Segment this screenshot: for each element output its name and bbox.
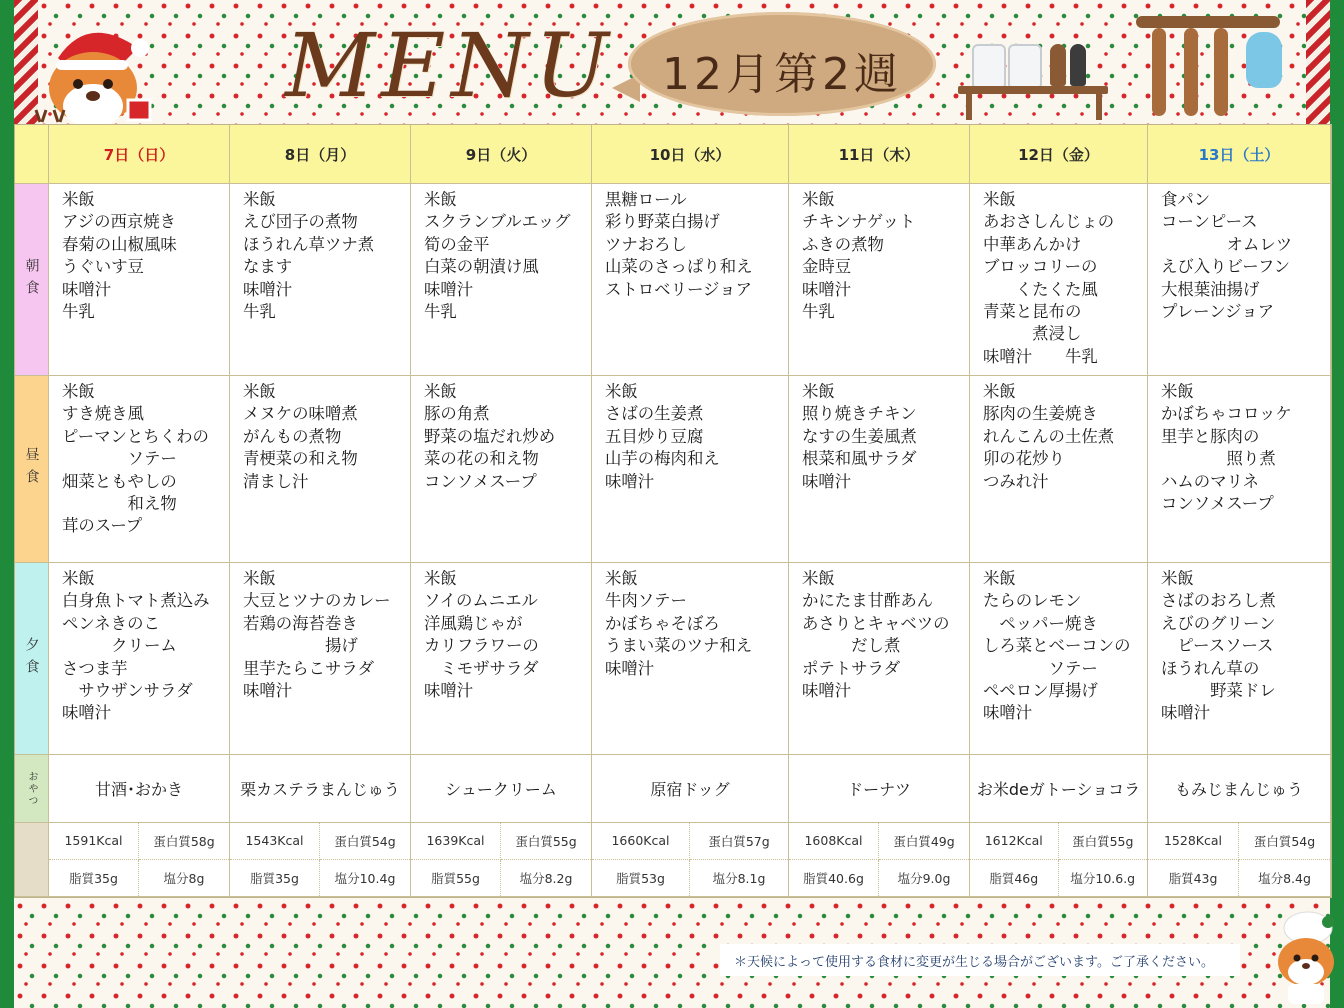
kcal-value: 1608Kcal bbox=[789, 823, 879, 860]
menu-item: ブロッコリーの bbox=[983, 257, 1098, 277]
menu-item: 煮浸し bbox=[983, 324, 1082, 344]
breakfast-cell bbox=[49, 184, 230, 376]
menu-item: ミモザサラダ bbox=[424, 658, 539, 678]
kcal-value: 1612Kcal bbox=[970, 823, 1059, 860]
menu-item: 青菜と昆布の bbox=[983, 302, 1082, 322]
menu-item: つみれ汁 bbox=[983, 471, 1049, 491]
kcal-value: 1591Kcal bbox=[49, 823, 139, 860]
menu-item: 味噌汁 bbox=[243, 279, 293, 299]
dinner-cell bbox=[592, 563, 789, 755]
day-header: 13日（土） bbox=[1148, 125, 1331, 184]
menu-item: がんもの煮物 bbox=[243, 426, 342, 446]
menu-item: 米飯 bbox=[424, 382, 457, 401]
breakfast-cell bbox=[789, 184, 970, 376]
salt-value: 塩分10.4g bbox=[334, 870, 396, 886]
menu-item: 米飯 bbox=[424, 569, 457, 588]
jar-icon bbox=[1008, 44, 1042, 90]
menu-item: 味噌汁 bbox=[424, 279, 474, 299]
menu-item: 米飯 bbox=[243, 382, 276, 401]
menu-item: 米飯 bbox=[243, 569, 276, 588]
week-label: 12月第2週 bbox=[662, 49, 902, 100]
nutrition-cell bbox=[49, 823, 230, 897]
nutrition-cell bbox=[230, 823, 411, 897]
menu-item: なます bbox=[243, 257, 293, 277]
menu-item: 味噌汁 bbox=[605, 471, 655, 491]
menu-item: 黒糖ロール bbox=[605, 190, 687, 209]
menu-item: 米飯 bbox=[243, 190, 276, 209]
menu-item: 五目炒り豆腐 bbox=[605, 426, 704, 446]
menu-item: 卯の花炒り bbox=[983, 449, 1065, 469]
protein-value: 蛋白質58g bbox=[139, 823, 229, 860]
breakfast-cell bbox=[230, 184, 411, 376]
menu-item: さばのおろし煮 bbox=[1161, 591, 1276, 611]
menu-item: 味噌汁 bbox=[424, 681, 474, 701]
lunch-cell bbox=[1148, 376, 1331, 563]
menu-item: ソテー bbox=[62, 449, 177, 469]
dinner-label: 夕食 bbox=[15, 563, 49, 755]
dinner-cell bbox=[1148, 563, 1331, 755]
menu-item: 牛乳 bbox=[243, 302, 276, 322]
breakfast-cell bbox=[970, 184, 1148, 376]
menu-item: 味噌汁 bbox=[62, 703, 112, 723]
table-corner bbox=[15, 125, 49, 184]
menu-item: 青梗菜の和え物 bbox=[243, 449, 358, 469]
menu-item: 茸のスープ bbox=[62, 516, 143, 536]
menu-item: さつま芋 bbox=[62, 658, 128, 678]
menu-item: ペンネきのこ bbox=[62, 613, 160, 633]
snack-cell: お米deガトーショコラ bbox=[970, 755, 1148, 823]
lunch-cell bbox=[592, 376, 789, 563]
lunch-cell bbox=[789, 376, 970, 563]
menu-item: れんこんの土佐煮 bbox=[983, 426, 1115, 446]
menu-item: ソテー bbox=[983, 658, 1098, 678]
menu-item: 山芋の梅肉和え bbox=[605, 449, 720, 469]
menu-item: 米飯 bbox=[802, 190, 835, 209]
menu-item: 大根葉油揚げ bbox=[1161, 279, 1260, 299]
menu-item: 牛乳 bbox=[62, 302, 95, 322]
salt-value: 塩分8g bbox=[163, 870, 205, 886]
menu-item: ソイのムニエル bbox=[424, 591, 538, 611]
dinner-cell bbox=[970, 563, 1148, 755]
menu-item: なすの生姜風煮 bbox=[802, 426, 917, 446]
day-header: 8日（月） bbox=[230, 125, 411, 184]
kcal-value: 1543Kcal bbox=[230, 823, 320, 860]
menu-item: 里芋と豚肉の bbox=[1161, 426, 1260, 446]
menu-item: 洋風鶏じゃが bbox=[424, 613, 523, 633]
nutrition-cell bbox=[789, 823, 970, 897]
menu-item: 春菊の山椒風味 bbox=[62, 234, 177, 254]
dinner-cell bbox=[411, 563, 592, 755]
protein-value: 蛋白質54g bbox=[320, 823, 410, 860]
menu-item: さばの生姜煮 bbox=[605, 404, 704, 424]
spice-shelf-icon bbox=[972, 44, 1006, 90]
day-header: 10日（水） bbox=[592, 125, 789, 184]
breakfast-cell bbox=[1148, 184, 1331, 376]
menu-item: 里芋たらこサラダ bbox=[243, 658, 374, 678]
dinner-cell bbox=[49, 563, 230, 755]
menu-item: 筍の金平 bbox=[424, 234, 490, 254]
snack-cell: 原宿ドッグ bbox=[592, 755, 789, 823]
menu-item: 照り焼きチキン bbox=[802, 404, 917, 424]
snack-cell: 甘酒･おかき bbox=[49, 755, 230, 823]
nutrition-cell bbox=[1148, 823, 1331, 897]
menu-item: 米飯 bbox=[62, 382, 95, 401]
menu-item: ツナおろし bbox=[605, 234, 687, 254]
fat-value: 脂質40.6g bbox=[789, 860, 879, 897]
menu-item: 味噌汁 bbox=[802, 279, 852, 299]
kcal-value: 1528Kcal bbox=[1148, 823, 1239, 860]
menu-item: えび団子の煮物 bbox=[243, 212, 358, 232]
menu-item: 野菜の塩だれ炒め bbox=[424, 426, 556, 446]
menu-title: MENU bbox=[285, 14, 615, 117]
menu-item: 食パン bbox=[1161, 190, 1211, 209]
menu-item: ほうれん草ツナ煮 bbox=[243, 234, 375, 254]
breakfast-cell bbox=[411, 184, 592, 376]
menu-item: 米飯 bbox=[605, 569, 638, 588]
fat-value: 脂質53g bbox=[592, 860, 690, 897]
menu-item: 味噌汁 牛乳 bbox=[983, 346, 1098, 366]
fat-value: 脂質55g bbox=[411, 860, 501, 897]
menu-item: 米飯 bbox=[983, 190, 1016, 209]
dinner-cell bbox=[230, 563, 411, 755]
lunch-cell bbox=[411, 376, 592, 563]
menu-item: カリフラワーの bbox=[424, 636, 539, 656]
kitchen-utensil-rack-icon bbox=[1136, 16, 1280, 28]
nutrition-cell bbox=[970, 823, 1148, 897]
shelf bbox=[958, 86, 1108, 94]
chef-raccoon-mascot-icon bbox=[1270, 906, 1340, 1006]
lunch-label: 昼食 bbox=[15, 376, 49, 563]
day-header: 7日（日） bbox=[49, 125, 230, 184]
menu-item: 米飯 bbox=[605, 382, 638, 401]
menu-item: 味噌汁 bbox=[802, 681, 852, 701]
dinner-cell bbox=[789, 563, 970, 755]
salt-value: 塩分10.6.g bbox=[1070, 870, 1136, 886]
snack-cell: もみじまんじゅう bbox=[1148, 755, 1331, 823]
menu-item: えびのグリーン bbox=[1161, 613, 1276, 633]
menu-item: 中華あんかけ bbox=[983, 234, 1082, 254]
menu-item: 白菜の朝漬け風 bbox=[424, 257, 539, 277]
menu-item: ペッパー焼き bbox=[983, 613, 1098, 633]
menu-item: かにたま甘酢あん bbox=[802, 591, 934, 611]
protein-value: 蛋白質55g bbox=[1059, 823, 1148, 860]
menu-item: 米飯 bbox=[62, 569, 95, 588]
fat-value: 脂質35g bbox=[230, 860, 320, 897]
menu-item: コンソメスープ bbox=[424, 471, 537, 491]
menu-item: 畑菜ともやしの bbox=[62, 471, 177, 491]
menu-item: 牛肉ソテー bbox=[605, 591, 687, 611]
menu-item: 米飯 bbox=[1161, 382, 1194, 401]
menu-item: 若鶏の海苔巻き bbox=[243, 613, 358, 633]
menu-item: ハムのマリネ bbox=[1161, 471, 1260, 491]
menu-item: うまい菜のツナ和え bbox=[605, 636, 753, 656]
menu-item: あおさしんじょの bbox=[983, 212, 1115, 232]
menu-item: 米飯 bbox=[802, 569, 835, 588]
salt-value: 塩分8.1g bbox=[712, 870, 766, 886]
menu-item: 揚げ bbox=[243, 636, 358, 656]
oven-mitt-icon bbox=[1246, 32, 1282, 88]
menu-item: 清まし汁 bbox=[243, 471, 309, 491]
lunch-cell bbox=[49, 376, 230, 563]
menu-item: ふきの煮物 bbox=[802, 234, 884, 254]
menu-item: 米飯 bbox=[802, 382, 835, 401]
week-bubble bbox=[628, 12, 936, 116]
menu-item: プレーンジョア bbox=[1161, 302, 1275, 322]
menu-item: チキンナゲット bbox=[802, 212, 916, 232]
menu-item: あさりとキャベツの bbox=[802, 613, 950, 633]
snack-cell: 栗カステラまんじゅう bbox=[230, 755, 411, 823]
nutrition-cell bbox=[411, 823, 592, 897]
menu-item: 米飯 bbox=[1161, 569, 1194, 588]
snack-cell: ドーナツ bbox=[789, 755, 970, 823]
protein-value: 蛋白質55g bbox=[501, 823, 591, 860]
fork-icon bbox=[1214, 28, 1228, 116]
menu-item: 菜の花の和え物 bbox=[424, 449, 539, 469]
candy-stripe-right bbox=[1306, 0, 1330, 124]
menu-item: うぐいす豆 bbox=[62, 257, 144, 277]
breakfast-label: 朝食 bbox=[15, 184, 49, 376]
menu-item: 彩り野菜白揚げ bbox=[605, 212, 720, 232]
menu-item: しろ菜とベーコンの bbox=[983, 636, 1131, 656]
menu-item: ピーマンとちくわの bbox=[62, 426, 209, 446]
menu-item: メヌケの味噌煮 bbox=[243, 404, 358, 424]
nutrition-cell bbox=[592, 823, 789, 897]
kcal-value: 1660Kcal bbox=[592, 823, 690, 860]
menu-item: 牛乳 bbox=[424, 302, 457, 322]
salt-value: 塩分8.4g bbox=[1258, 870, 1311, 886]
menu-item: 山菜のさっぱり和え bbox=[605, 257, 753, 277]
menu-item: 米飯 bbox=[983, 382, 1016, 401]
menu-item: 豚肉の生姜焼き bbox=[983, 404, 1098, 424]
fat-value: 脂質43g bbox=[1148, 860, 1239, 897]
salt-value: 塩分8.2g bbox=[519, 870, 573, 886]
fat-value: 脂質46g bbox=[970, 860, 1059, 897]
footer-note: ＊天候によって使用する食材に変更が生じる場合がございます。ご了承ください。 bbox=[720, 944, 1240, 976]
menu-item: スクランブルエッグ bbox=[424, 212, 571, 232]
pepper-mill-icon bbox=[1050, 44, 1066, 86]
protein-value: 蛋白質54g bbox=[1239, 823, 1330, 860]
menu-item: コンソメスープ bbox=[1161, 494, 1274, 514]
menu-item: 和え物 bbox=[62, 494, 177, 514]
protein-value: 蛋白質49g bbox=[879, 823, 969, 860]
menu-item: 大豆とツナのカレー bbox=[243, 591, 391, 611]
menu-item: 金時豆 bbox=[802, 257, 852, 277]
menu-item: 白身魚トマト煮込み bbox=[62, 591, 210, 611]
day-header: 11日（木） bbox=[789, 125, 970, 184]
menu-item: サウザンサラダ bbox=[62, 681, 193, 701]
breakfast-cell bbox=[592, 184, 789, 376]
menu-item: 豚の角煮 bbox=[424, 404, 490, 424]
menu-item: ほうれん草の bbox=[1161, 658, 1260, 678]
menu-item: ストロベリージョア bbox=[605, 279, 752, 299]
menu-item: 米飯 bbox=[983, 569, 1016, 588]
menu-item: 味噌汁 bbox=[243, 681, 293, 701]
menu-item: すき焼き風 bbox=[62, 404, 144, 424]
menu-item: クリーム bbox=[62, 636, 177, 656]
shelf-leg bbox=[966, 94, 972, 120]
weekly-menu-table bbox=[14, 124, 1332, 898]
menu-item: だし煮 bbox=[802, 636, 901, 656]
menu-item: 味噌汁 bbox=[605, 658, 655, 678]
protein-value: 蛋白質57g bbox=[690, 823, 788, 860]
shelf-leg bbox=[1096, 94, 1102, 120]
menu-item: くたくた風 bbox=[983, 279, 1098, 299]
day-header: 9日（火） bbox=[411, 125, 592, 184]
menu-item: 牛乳 bbox=[802, 302, 835, 322]
menu-item: 根菜和風サラダ bbox=[802, 449, 917, 469]
menu-item: 米飯 bbox=[424, 190, 457, 209]
menu-item: えび入りビーフン bbox=[1161, 257, 1290, 277]
snack-cell: シュークリーム bbox=[411, 755, 592, 823]
fat-value: 脂質35g bbox=[49, 860, 139, 897]
menu-item: 味噌汁 bbox=[802, 471, 852, 491]
menu-item: オムレツ bbox=[1161, 234, 1293, 254]
menu-item: ピースソース bbox=[1161, 636, 1274, 656]
menu-item: たらのレモン bbox=[983, 591, 1082, 611]
menu-item: 味噌汁 bbox=[983, 703, 1033, 723]
menu-item: 照り煮 bbox=[1161, 449, 1276, 469]
snack-label: おやつ bbox=[15, 755, 49, 823]
menu-item: かぼちゃコロッケ bbox=[1161, 404, 1292, 424]
menu-item: 野菜ドレ bbox=[1161, 681, 1276, 701]
nutrition-label bbox=[15, 823, 49, 897]
kcal-value: 1639Kcal bbox=[411, 823, 501, 860]
menu-item: 味噌汁 bbox=[1161, 703, 1211, 723]
menu-item: アジの西京焼き bbox=[62, 212, 177, 232]
menu-item: ペペロン厚揚げ bbox=[983, 681, 1098, 701]
menu-item: 米飯 bbox=[62, 190, 95, 209]
menu-item: コーンピース bbox=[1161, 212, 1258, 232]
ladle-icon bbox=[1152, 28, 1166, 116]
menu-item: 味噌汁 bbox=[62, 279, 112, 299]
lunch-cell bbox=[970, 376, 1148, 563]
salt-mill-icon bbox=[1070, 44, 1086, 86]
menu-item: かぼちゃそぼろ bbox=[605, 613, 720, 633]
day-header: 12日（金） bbox=[970, 125, 1148, 184]
spatula-icon bbox=[1184, 28, 1198, 116]
lunch-cell bbox=[230, 376, 411, 563]
salt-value: 塩分9.0g bbox=[897, 870, 951, 886]
menu-item: ポテトサラダ bbox=[802, 658, 901, 678]
